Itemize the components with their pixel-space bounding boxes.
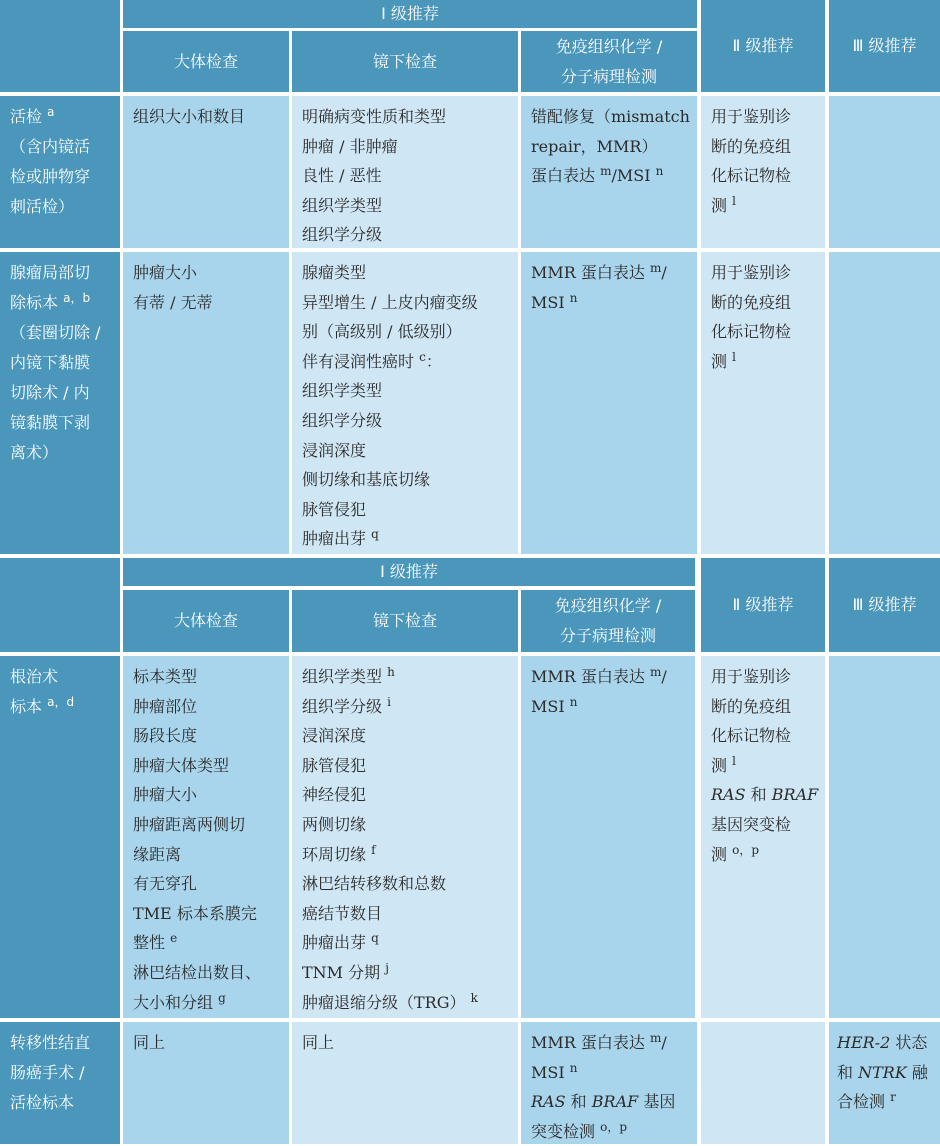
cell-line: 合检测 $^r$ <box>837 1090 896 1112</box>
cell-line: 蛋白表达 $^m$/MSI $^n$ <box>531 164 664 186</box>
footnote-mark: q <box>371 527 379 542</box>
cell-line: 组织大小和数目 <box>133 107 246 126</box>
radical-level3-cell <box>829 656 940 1018</box>
radical-ihc-cell <box>521 656 695 1018</box>
footnote-mark: m <box>650 261 662 275</box>
cell-line: RAS 和 BRAF 基因 <box>531 1092 676 1112</box>
ihc-header-line2: 分子病理检测 <box>560 66 657 86</box>
micro-header: 镜下检查 <box>292 590 518 652</box>
cell-line: MMR 蛋白表达 $^m$/ <box>531 261 667 282</box>
footnote-mark: e <box>170 931 178 946</box>
cell-line: 组织学类型 $^h$ <box>302 665 395 686</box>
cell-line: 断的免疫组 <box>711 696 792 716</box>
cell-line: 肿瘤退缩分级（TRG） $^k$ <box>302 990 478 1012</box>
metastatic-level3-cell <box>829 1022 940 1144</box>
label-line: 腺瘤局部切 <box>10 263 91 282</box>
cell-line: 用于鉴别诊 <box>711 263 792 282</box>
footnote-mark: l <box>732 193 736 208</box>
cell-line: 肿瘤出芽 $^q$ <box>302 931 379 953</box>
cell-line: 肠段长度 <box>133 726 198 746</box>
footnote-mark: n <box>569 694 578 709</box>
cell-line: MMR 蛋白表达 $^m$/ <box>531 665 667 686</box>
radical-level2-cell <box>701 656 825 1018</box>
cell-line: 大小和分组 $^g$ <box>133 990 226 1012</box>
cell-line: 脉管侵犯 <box>302 499 367 519</box>
biopsy-micro-cell <box>292 96 518 248</box>
level3-header: Ⅲ 级推荐 <box>829 558 940 652</box>
cell-line: MMR 蛋白表达 $^m$/ <box>531 1031 667 1052</box>
metastatic-micro-cell <box>292 1022 518 1144</box>
footnote-mark: n <box>655 164 664 179</box>
cell-line: 同上 <box>133 1033 166 1052</box>
ihc-header-line1: 免疫组织化学 / <box>555 36 663 56</box>
adenoma-level3-cell <box>829 252 940 554</box>
footnote-mark: a <box>47 105 55 119</box>
cell-line: TME 标本系膜完 <box>133 903 257 923</box>
footnote-mark: o，p <box>600 1119 628 1134</box>
footnote-mark: g <box>218 990 226 1005</box>
biopsy-level3-cell <box>829 96 940 248</box>
cell-line: 用于鉴别诊 <box>711 107 792 126</box>
cell-line: 整性 $^e$ <box>133 931 178 953</box>
cell-line: HER-2 状态 <box>837 1033 928 1052</box>
level2-header: Ⅱ 级推荐 <box>701 558 825 652</box>
metastatic-level2-cell <box>701 1022 825 1144</box>
cell-line: 肿瘤大小 <box>133 263 198 282</box>
cell-line: MSI $^n$ <box>531 1060 578 1082</box>
cell-line: 肿瘤距离两侧切 <box>133 814 246 834</box>
cell-line: 肿瘤大小 <box>133 785 198 805</box>
label-line: 肠癌手术 / <box>10 1063 85 1082</box>
row-label-adenoma <box>0 252 120 554</box>
cell-line: 化标记物检 <box>711 166 792 186</box>
footnote-mark: a，b <box>63 291 91 305</box>
row-label-biopsy <box>0 96 120 248</box>
cell-line: 侧切缘和基底切缘 <box>302 470 431 490</box>
label-line: 标本 $^{a,d}$ <box>10 695 75 716</box>
footnote-mark: m <box>650 665 662 679</box>
row-label-metastatic <box>0 1022 120 1144</box>
level2-header: Ⅱ 级推荐 <box>701 0 825 92</box>
cell-line: 别（高级别 / 低级别） <box>302 322 462 342</box>
cell-line: 肿瘤部位 <box>133 696 198 716</box>
cell-line: 标本类型 <box>133 667 198 686</box>
label-line: 活检 $^a$ <box>10 105 55 126</box>
cell-line: 肿瘤 / 非肿瘤 <box>302 136 398 156</box>
ihc-header <box>521 590 695 652</box>
biopsy-ihc-cell <box>521 96 697 248</box>
cell-line: MSI $^n$ <box>531 290 578 312</box>
corner-cell <box>0 558 120 652</box>
footnote-mark: q <box>371 931 379 946</box>
cell-line: 脉管侵犯 <box>302 755 367 775</box>
cell-line: 测 $^l$ <box>711 349 736 371</box>
footnote-mark: l <box>732 753 736 768</box>
cell-line: 淋巴结检出数目、 <box>133 962 262 982</box>
cell-line: 测 $^{o,p}$ <box>711 842 760 864</box>
footnote-mark: c <box>419 349 426 364</box>
metastatic-gross-cell <box>123 1022 289 1144</box>
cell-line: 组织学分级 $^i$ <box>302 694 391 716</box>
footnote-mark: l <box>732 349 736 364</box>
micro-header: 镜下检查 <box>292 31 518 92</box>
cell-line: 错配修复（mismatch <box>531 107 690 126</box>
cell-line: 腺瘤类型 <box>302 263 367 282</box>
footnote-mark: n <box>569 1060 578 1075</box>
cell-line: repair，MMR） <box>531 136 658 156</box>
cell-line: 断的免疫组 <box>711 136 792 156</box>
level3-header: Ⅲ 级推荐 <box>829 0 940 92</box>
cell-line: 两侧切缘 <box>302 814 367 834</box>
cell-line: 断的免疫组 <box>711 292 792 312</box>
cell-line: 基因突变检 <box>711 814 792 834</box>
biopsy-level2-cell <box>701 96 825 248</box>
gross-header: 大体检查 <box>123 31 289 92</box>
cell-line: 肿瘤大体类型 <box>133 755 230 775</box>
adenoma-level2-cell <box>701 252 825 554</box>
cell-line: 和 NTRK 融 <box>837 1062 928 1082</box>
label-line: 除标本 $^{a,b}$ <box>10 291 91 312</box>
footnote-mark: f <box>371 842 376 857</box>
cell-line: 用于鉴别诊 <box>711 667 792 686</box>
cell-line: 异型增生 / 上皮内瘤变级 <box>302 292 478 312</box>
cell-line: 组织学类型 <box>302 381 383 401</box>
cell-line: 癌结节数目 <box>302 903 383 923</box>
label-line: 内镜下黏膜 <box>10 353 91 372</box>
cell-line: 淋巴结转移数和总数 <box>302 874 447 894</box>
cell-line: 同上 <box>302 1033 335 1052</box>
label-line: 镜黏膜下剥 <box>10 413 91 432</box>
cell-line: 测 $^l$ <box>711 753 736 775</box>
cell-line: 明确病变性质和类型 <box>302 107 447 126</box>
label-line: （套圈切除 / <box>10 323 101 342</box>
cell-line: 良性 / 恶性 <box>302 166 382 186</box>
cell-line: 组织学类型 <box>302 195 383 215</box>
cell-line: 缘距离 <box>133 844 182 864</box>
ihc-header <box>521 31 697 92</box>
gross-header: 大体检查 <box>123 590 289 652</box>
metastatic-ihc-cell <box>521 1022 697 1144</box>
cell-line: RAS 和 BRAF <box>711 785 819 805</box>
ihc-header-line2: 分子病理检测 <box>559 626 656 645</box>
cell-line: MSI $^n$ <box>531 694 578 716</box>
cell-line: 有蒂 / 无蒂 <box>133 292 213 312</box>
footnote-mark: o，p <box>732 842 760 857</box>
footnote-mark: j <box>385 960 389 975</box>
cell-line: 有无穿孔 <box>133 874 198 894</box>
cell-line: 组织学分级 <box>302 410 383 430</box>
footnote-mark: r <box>890 1090 896 1105</box>
footnote-mark: a，d <box>47 695 75 709</box>
biopsy-gross-cell <box>123 96 289 248</box>
cell-line: 肿瘤出芽 $^q$ <box>302 527 379 549</box>
label-line: 刺活检） <box>10 197 75 216</box>
radical-micro-cell <box>292 656 518 1018</box>
cell-line: 测 $^l$ <box>711 193 736 215</box>
label-line: 离术） <box>10 443 59 462</box>
footnote-mark: h <box>387 665 395 679</box>
cell-line: TNM 分期 $^j$ <box>302 960 389 982</box>
footnote-mark: i <box>387 694 391 709</box>
label-line: 根治术 <box>10 667 59 686</box>
footnote-mark: m <box>600 164 612 179</box>
footnote-mark: m <box>650 1031 662 1045</box>
cell-line: 浸润深度 <box>302 726 367 746</box>
cell-line: 突变检测 $^{o,p}$ <box>531 1119 628 1141</box>
cell-line: 化标记物检 <box>711 726 792 746</box>
footnote-mark: n <box>569 290 578 305</box>
radical-gross-cell <box>123 656 289 1018</box>
label-line: 切除术 / 内 <box>10 383 90 402</box>
cell-line: 组织学分级 <box>302 225 383 245</box>
level1-header: Ⅰ 级推荐 <box>123 0 697 28</box>
row-label-radical <box>0 656 120 1018</box>
ihc-header-line1: 免疫组织化学 / <box>554 596 662 615</box>
cell-line: 环周切缘 $^f$ <box>302 842 376 864</box>
adenoma-micro-cell <box>292 252 518 554</box>
corner-cell <box>0 0 120 92</box>
cell-line: 伴有浸润性癌时 $^c$： <box>302 349 442 371</box>
label-line: 转移性结直 <box>10 1033 91 1052</box>
label-line: 活检标本 <box>10 1093 75 1112</box>
cell-line: 化标记物检 <box>711 322 792 342</box>
cell-line: 浸润深度 <box>302 440 367 460</box>
footnote-mark: k <box>470 990 478 1005</box>
label-line: （含内镜活 <box>10 137 91 156</box>
cell-line: 神经侵犯 <box>302 785 367 805</box>
label-line: 检或肿物穿 <box>10 167 91 186</box>
adenoma-ihc-cell <box>521 252 697 554</box>
level1-header: Ⅰ 级推荐 <box>123 558 695 586</box>
adenoma-gross-cell <box>123 252 289 554</box>
